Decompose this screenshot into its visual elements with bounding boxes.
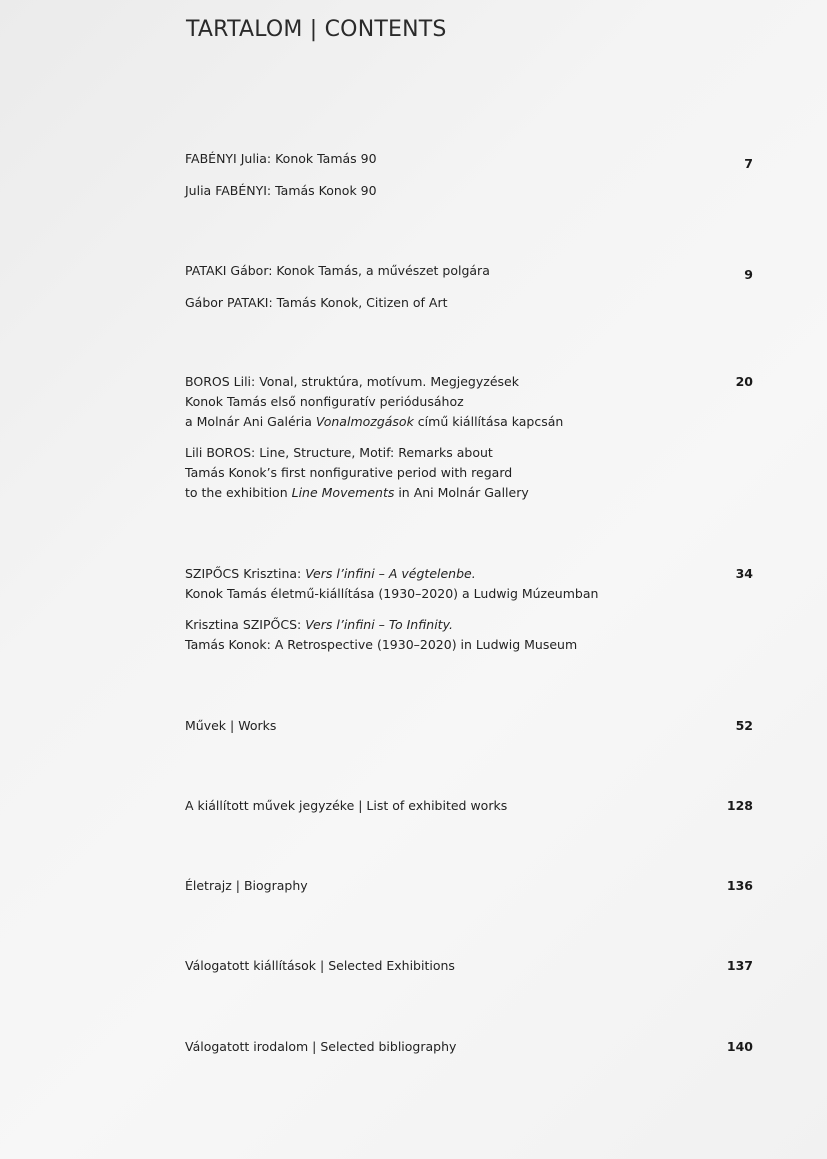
toc-title: Életrajz | Biography: [185, 878, 308, 893]
toc-title-hu-line-2: Konok Tamás életmű-kiállítása (1930–2020) a Ludwig Múzeumban: [185, 586, 599, 601]
toc-title-hu-line-2: Konok Tamás első nonfiguratív periódusához: [185, 394, 464, 409]
toc-text: SZIPŐCS Krisztina:: [185, 566, 306, 581]
toc-title: Válogatott kiállítások | Selected Exhibitions: [185, 958, 455, 973]
toc-entry-works: [185, 716, 753, 736]
toc-entry-exhibited-works: [185, 796, 753, 816]
toc-page-number: 7: [744, 156, 753, 171]
toc-page-number: 137: [726, 958, 753, 973]
toc-page-number: 136: [726, 878, 753, 893]
toc-title-en-line-3: [185, 483, 753, 503]
toc-entry-text: [185, 261, 753, 313]
toc-text: című kiállítása kapcsán: [413, 414, 564, 429]
exhibition-title: Vonalmozgások: [315, 414, 414, 429]
toc-title: Válogatott irodalom | Selected bibliography: [185, 1039, 457, 1054]
toc-title-en-line-1: [185, 615, 753, 635]
toc-text: to the exhibition: [185, 485, 292, 500]
toc-title-hu-line-1: [185, 564, 753, 584]
page-title: TARTALOM | CONTENTS: [186, 17, 447, 42]
toc-entry-text: [185, 372, 753, 503]
exhibition-title: Line Movements: [291, 485, 395, 500]
toc-title-hu: FABÉNYI Julia: Konok Tamás 90: [185, 151, 377, 166]
toc-title-hu-line-3: [185, 412, 753, 432]
toc-entry-pataki: [185, 261, 753, 313]
toc-entry-text: [185, 564, 753, 655]
toc-text: a Molnár Ani Galéria: [185, 414, 316, 429]
exhibition-title: Vers l’infini – A végtelenbe.: [305, 566, 476, 581]
toc-page-number: 34: [735, 566, 753, 581]
toc-title: A kiállított művek jegyzéke | List of exhibited works: [185, 798, 508, 813]
toc-title-hu-line-1: BOROS Lili: Vonal, struktúra, motívum. Megjegyzések: [185, 374, 519, 389]
toc-entry-exhibitions: [185, 956, 753, 976]
toc-page-number: 9: [744, 267, 753, 282]
toc-entry-biography: [185, 876, 753, 896]
toc-text: in Ani Molnár Gallery: [394, 485, 529, 500]
toc-text: Krisztina SZIPŐCS:: [185, 617, 306, 632]
toc-title-en-line-1: Lili BOROS: Line, Structure, Motif: Remarks about: [185, 445, 493, 460]
toc-title-en: Gábor PATAKI: Tamás Konok, Citizen of Art: [185, 295, 448, 310]
toc-title-en: Julia FABÉNYI: Tamás Konok 90: [185, 183, 377, 198]
toc-page-number: 140: [726, 1039, 753, 1054]
toc-page-number: 52: [735, 718, 753, 733]
toc-page-number: 128: [726, 798, 753, 813]
toc-entry-bibliography: [185, 1037, 753, 1057]
toc-title-en-line-2: Tamás Konok’s first nonfigurative period with regard: [185, 465, 513, 480]
toc-title-hu: PATAKI Gábor: Konok Tamás, a művészet polgára: [185, 263, 490, 278]
toc-title-en-line-2: Tamás Konok: A Retrospective (1930–2020) in Ludwig Museum: [185, 637, 578, 652]
toc-title: Művek | Works: [185, 718, 277, 733]
toc-entry-text: [185, 149, 753, 201]
toc-page-number: 20: [735, 374, 753, 389]
toc-entry-fabenyi: [185, 149, 753, 201]
toc-entry-szipocs: [185, 564, 753, 655]
toc-entry-boros: [185, 372, 753, 503]
exhibition-title: Vers l’infini – To Infinity.: [305, 617, 453, 632]
